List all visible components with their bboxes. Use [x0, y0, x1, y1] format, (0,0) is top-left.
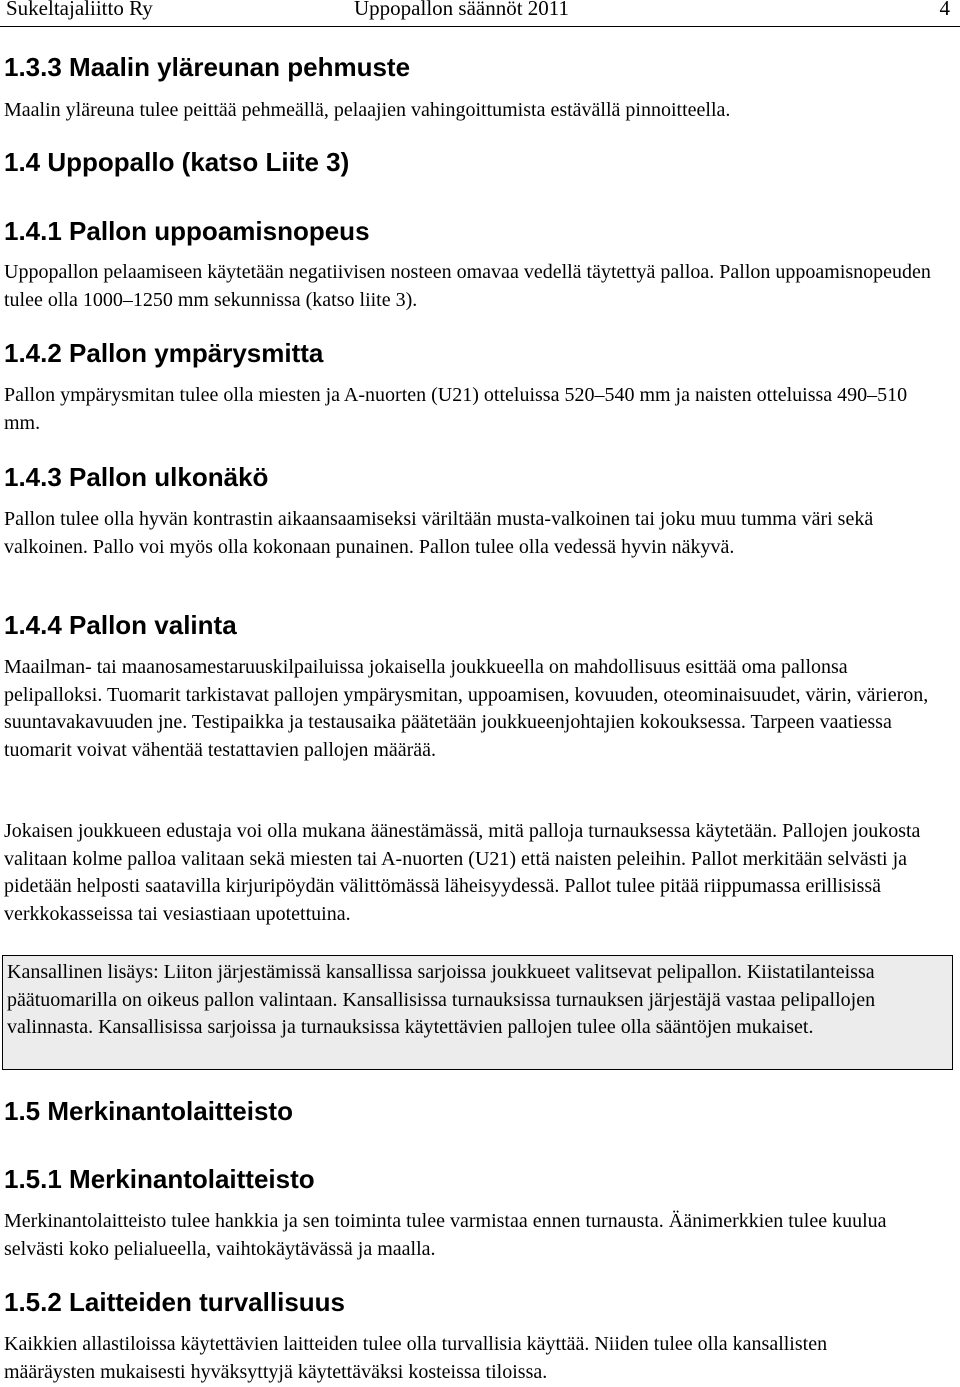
- note-text: Kansallinen lisäys: Liiton järjestämissä kansallissa sarjoissa joukkueet valitsevat pelipallon. Kiistatilanteissa päätuomarilla on oikeus pallon valintaan. Kansallisissa turnauksissa turnauksen järjestäjä vastaa pelipallojen valinnasta. Kansallisissa sarjoissa ja turnauksissa käytettävien pallojen tulee olla sääntöjen mukaiset.: [7, 961, 876, 1038]
- section-1-4-2-body: [4, 382, 909, 437]
- section-1-5-2-body: [4, 1331, 894, 1386]
- section-1-5: [4, 1096, 293, 1126]
- section-1-4-3: [4, 462, 268, 492]
- section-paragraph: Maailman- tai maanosamestaruuskilpailuissa jokaisella joukkueella on mahdollisuus esittää oma pallonsa pelipalloksi. Tuomarit tarkistavat pallojen ympärysmitan, uppoamisen, kovuuden, oteominaisuudet, värin, värieron, suuntavakavuuden jne. Testipaikka ja testausaika päätetään joukkueenjohtajien kokouksessa. Tarpeen vaatiessa tuomarit voivat vähentää testattavien pallojen määrää.: [4, 656, 929, 761]
- page-header: [0, 0, 960, 27]
- section-heading: 1.5.2 Laitteiden turvallisuus: [4, 1287, 345, 1317]
- section-heading: 1.5.1 Merkinantolaitteisto: [4, 1164, 315, 1194]
- section-1-4-1: [4, 216, 370, 246]
- section-1-3-3-body: [4, 97, 954, 125]
- section-1-4-4: [4, 610, 237, 640]
- section-1-5-1-body: [4, 1208, 939, 1263]
- section-1-3-3: [4, 52, 410, 82]
- section-heading: 1.4.3 Pallon ulkonäkö: [4, 462, 269, 492]
- section-paragraph: Kaikkien allastiloissa käytettävien laitteiden tulee olla turvallisia käyttää. Niiden tulee olla kansallisten määräysten mukaisesti hyväksyttyjä käytettäväksi kosteissa tiloissa.: [4, 1333, 828, 1383]
- section-1-4-1-body: [4, 259, 934, 314]
- section-paragraph: Pallon ympärysmitan tulee olla miesten ja A-nuorten (U21) otteluissa 520–540 mm ja naisten otteluissa 490–510 mm.: [4, 384, 908, 434]
- section-heading: 1.5 Merkinantolaitteisto: [4, 1096, 293, 1126]
- national-addition-note: [2, 955, 953, 1070]
- section-paragraph: Jokaisen joukkueen edustaja voi olla mukana äänestämässä, mitä palloja turnauksessa käytetään. Pallojen joukosta valitaan kolme palloa valitaan sekä miesten tai A-nuorten (U21) että naisten peleihin. Pallot merkitään selvästi ja pidetään helposti saatavilla kirjuripöydän välittömässä läheisyydessä. Pallot tulee pitää riippumassa erillisissä verkkokasseissa tai vesiastiaan upotettuina.: [4, 820, 921, 925]
- section-1-4-3-body: [4, 506, 956, 561]
- section-paragraph: Merkinantolaitteisto tulee hankkia ja sen toiminta tulee varmistaa ennen turnausta. Äänimerkkien tulee kuulua selvästi koko pelialueella, vaihtokäytävässä ja maalla.: [4, 1210, 887, 1260]
- section-paragraph: Pallon tulee olla hyvän kontrastin aikaansaamiseksi väriltään musta-valkoinen tai joku muu tumma väri sekä valkoinen. Pallo voi myös olla kokonaan punainen. Pallon tulee olla vedessä hyvin näkyvä.: [4, 508, 874, 558]
- section-heading: 1.4.4 Pallon valinta: [4, 610, 237, 640]
- section-1-4-4-body-1: [4, 654, 934, 764]
- section-1-4: [4, 147, 349, 177]
- section-heading: 1.4.1 Pallon uppoamisnopeus: [4, 216, 370, 246]
- header-page-number: 4: [939, 0, 950, 20]
- section-1-4-4-body-2: [4, 818, 939, 928]
- section-heading: 1.4 Uppopallo (katso Liite 3): [4, 147, 350, 177]
- section-heading: 1.3.3 Maalin yläreunan pehmuste: [4, 52, 411, 82]
- section-heading: 1.4.2 Pallon ympärysmitta: [4, 338, 324, 368]
- section-1-4-2: [4, 338, 323, 368]
- header-organization: Sukeltajaliitto Ry: [6, 0, 153, 20]
- section-paragraph: Maalin yläreuna tulee peittää pehmeällä, pelaajien vahingoittumista estävällä pinnoitteella.: [4, 99, 731, 121]
- header-document-title: Uppopallon säännöt 2011: [354, 0, 570, 20]
- section-1-5-1: [4, 1164, 315, 1194]
- section-1-5-2: [4, 1287, 345, 1317]
- section-paragraph: Uppopallon pelaamiseen käytetään negatiivisen nosteen omavaa vedellä täytettyä palloa. Pallon uppoamisnopeuden tulee olla 1000–1250 mm sekunnissa (katso liite 3).: [4, 261, 931, 311]
